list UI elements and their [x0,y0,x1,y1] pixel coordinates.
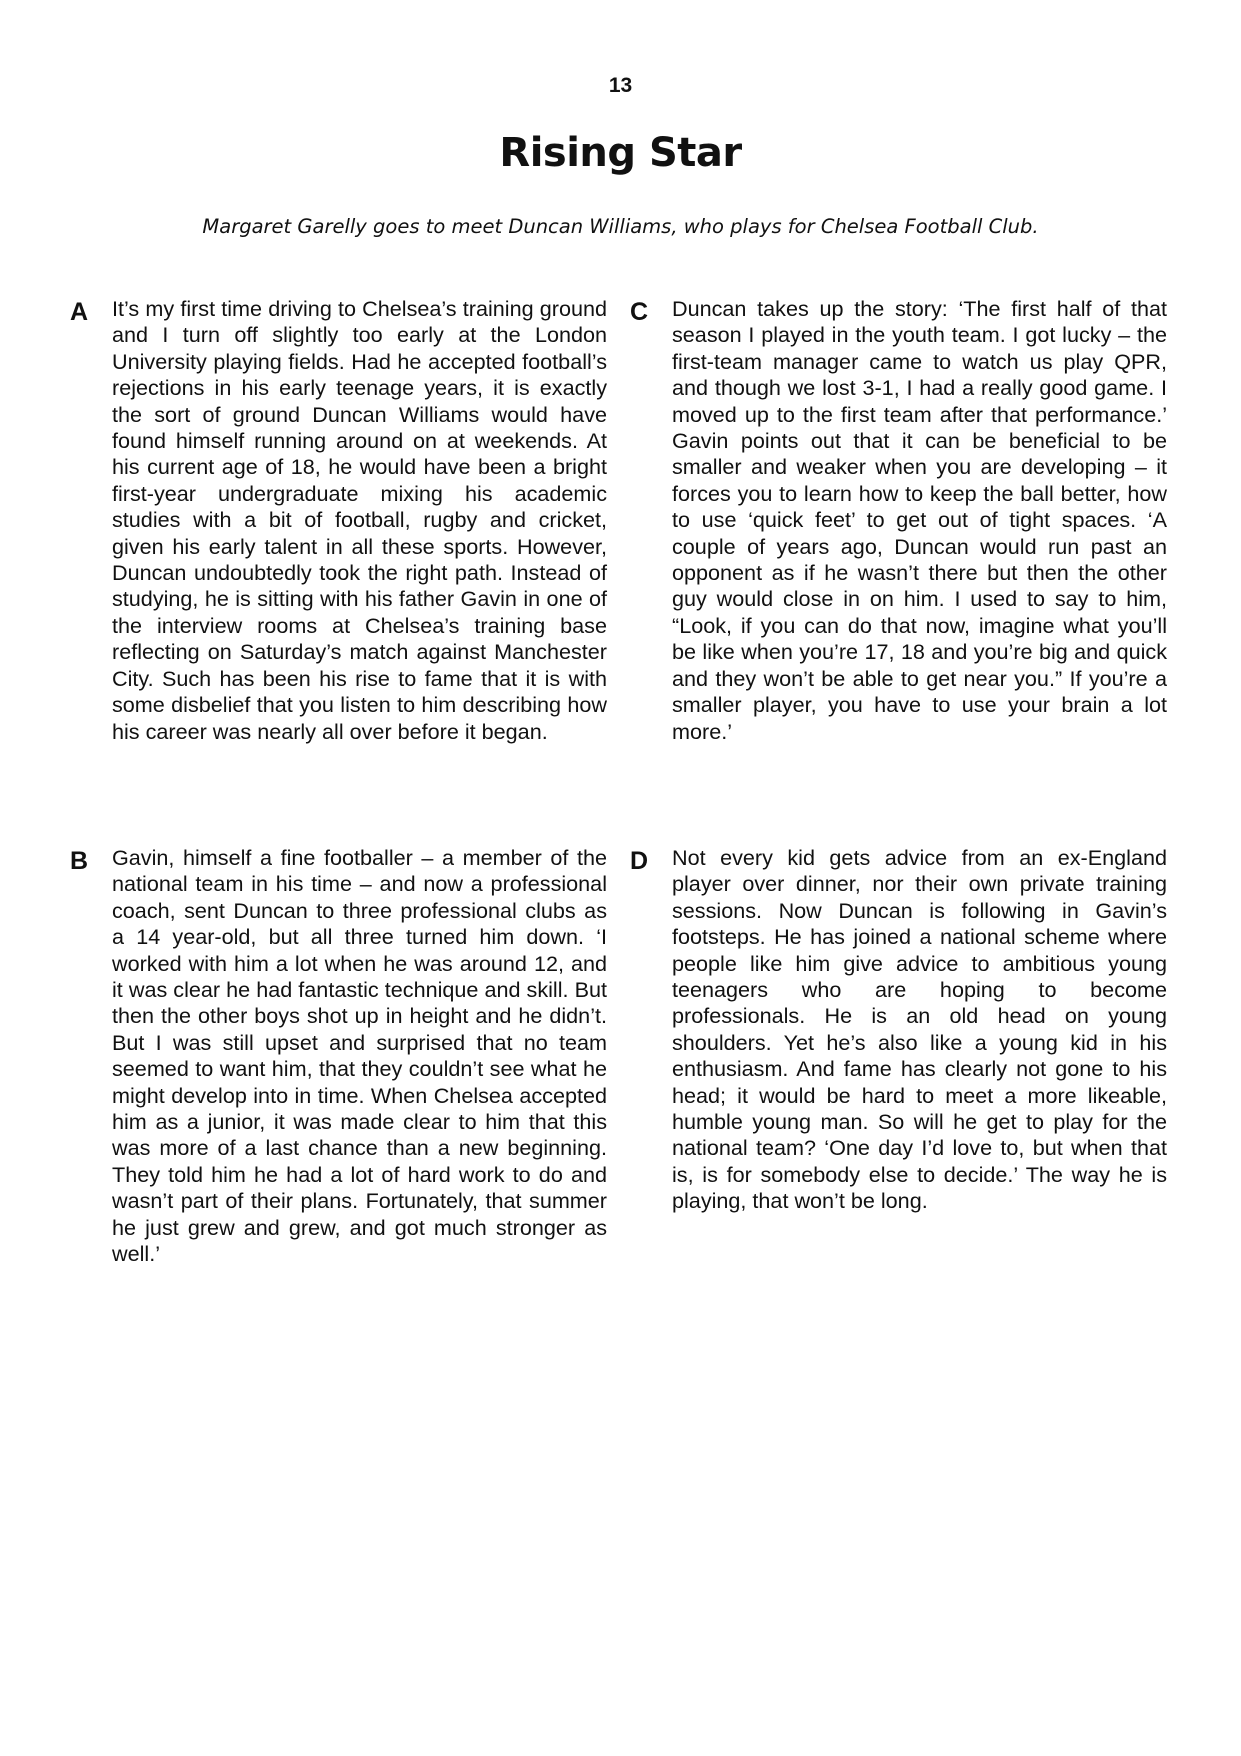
section-letter: B [70,847,89,875]
section-text: Gavin, himself a fine footballer – a member of the national team in his time – and now a professional coach, sent Duncan to three professional clubs as a 14 year-old, but all three turned him down. ‘I worked with him a lot when he was around 12, and it was clear he had fantastic technique and skill. But then the other boys shot up in height and he didn’t. But I was still upset and surprised that no team seemed to want him, that they couldn’t see what he might develop into in time. When Chelsea accepted him as a junior, it was made clear to him that this was more of a last chance than a new beginning. They told him he had a lot of hard work to do and wasn’t part of their plans. Fortunately, that summer he just grew and grew, and got much stronger as well.’ [112,845,607,1267]
page-number: 13 [608,74,633,97]
article-title: Rising Star [499,130,742,176]
section-letter: D [630,847,649,875]
section-text: It’s my first time driving to Chelsea’s training ground and I turn off slightly too early at the London University playing fields. Had he accepted football’s rejections in his early teenage years, it is exactly the sort of ground Duncan Williams would have found himself running around on at weekends. At his current age of 18, he would have been a bright first-year undergraduate mixing his academic studies with a bit of football, rugby and cricket, given his early talent in all these sports. However, Duncan undoubtedly took the right path. Instead of studying, he is sitting with his father Gavin in one of the interview rooms at Chelsea’s training base reflecting on Saturday’s match against Manchester City. Such has been his rise to fame that it is with some disbelief that you listen to him describing how his career was nearly all over before it began. [112,296,607,744]
article-subtitle: Margaret Garelly goes to meet Duncan Williams, who plays for Chelsea Football Club. [202,215,1039,238]
section-letter: A [70,298,89,326]
section-text: Not every kid gets advice from an ex-England player over dinner, nor their own private training sessions. Now Duncan is following in Gavin’s footsteps. He has joined a national scheme where people like him give advice to ambitious young teenagers who are hoping to become professionals. He is an old head on young shoulders. Yet he’s also like a young kid in his enthusiasm. And fame has clearly not gone to his head; it would be hard to meet a more likeable, humble young man. So will he get to play for the national team? ‘One day I’d love to, but when that is, is for somebody else to decide.’ The way he is playing, that won’t be long. [672,845,1167,1214]
section-letter: C [630,298,649,326]
section-text: Duncan takes up the story: ‘The first half of that season I played in the youth team. I got lucky – the first-team manager came to watch us play QPR, and though we lost 3-1, I had a really good game. I moved up to the first team after that performance.’ Gavin points out that it can be beneficial to be smaller and weaker when you are developing – it forces you to learn how to keep the ball better, how to use ‘quick feet’ to get out of tight spaces. ‘A couple of years ago, Duncan would run past an opponent as if he wasn’t there but then the other guy would close in on him. I used to say to him, “Look, if you can do that now, imagine what you’ll be like when you’re 17, 18 and you’re big and quick and they won’t be able to get near you.” If you’re a smaller player, you have to use your brain a lot more.’ [672,296,1167,744]
